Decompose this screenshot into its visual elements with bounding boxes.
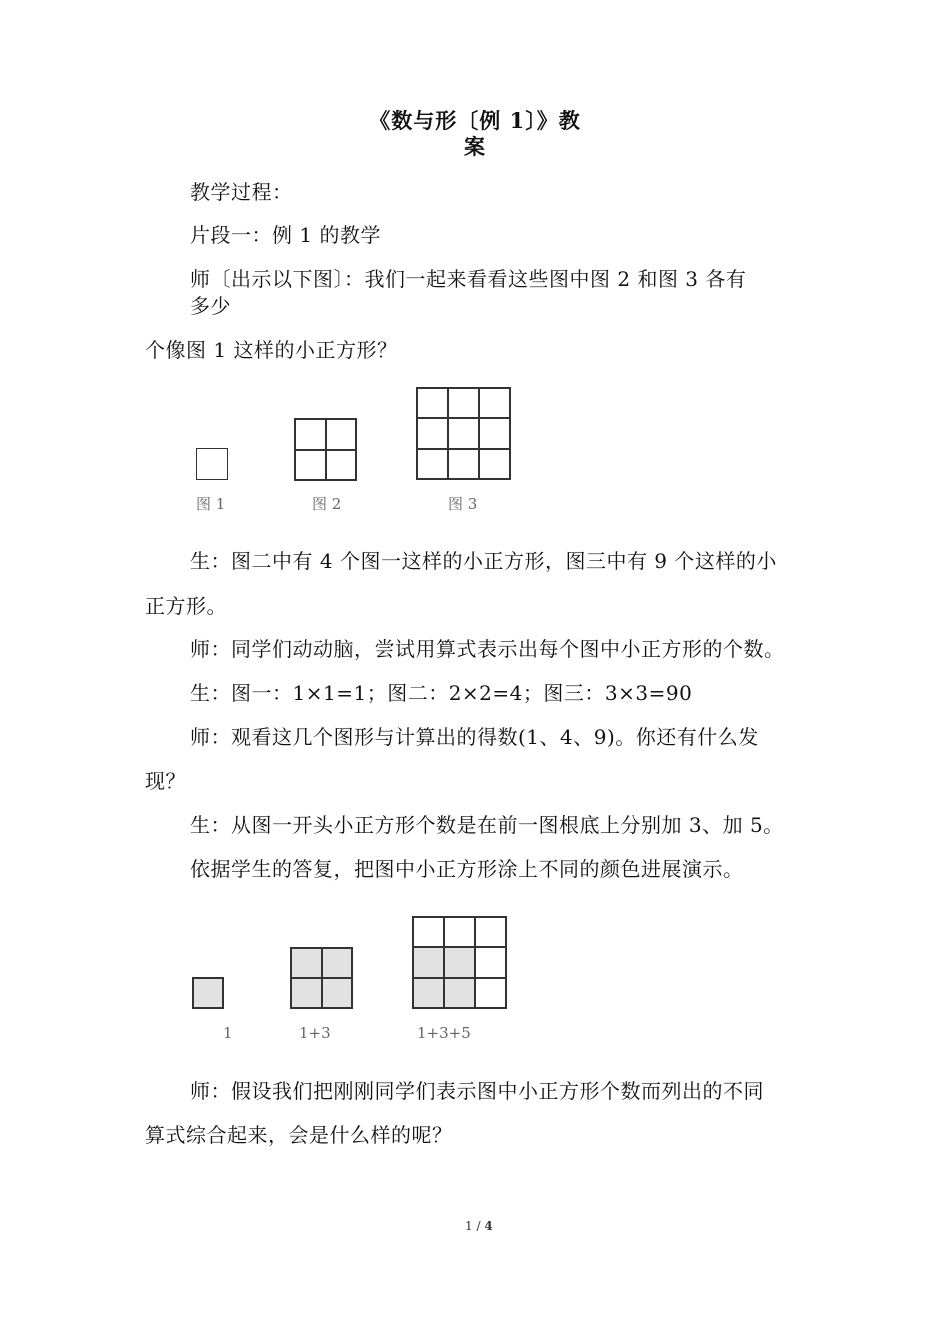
paragraph-process: 教学过程：: [190, 180, 293, 204]
page-number: [465, 1219, 493, 1233]
paragraph-student-1a: 生：图二中有 4 个图一这样的小正方形，图三中有 9 个这样的小: [190, 549, 777, 573]
caption-sum-2: 1+3: [299, 1024, 331, 1042]
paragraph-segment: 片段一：例 1 的教学: [190, 223, 381, 247]
caption-sum-1: 1: [223, 1024, 233, 1042]
square-2x2: [294, 418, 357, 481]
caption-fig3: 图 3: [448, 495, 478, 513]
paragraph-teacher-1a: 师〔出示以下图〕：我们一起来看看这些图中图 2 和图 3 各有: [190, 267, 747, 291]
paragraph-student-3: 生：从图一开头小正方形个数是在前一图根底上分别加 3、加 5。: [190, 813, 784, 837]
paragraph-demo: 依据学生的答复，把图中小正方形涂上不同的颜色进展演示。: [190, 857, 744, 881]
paragraph-teacher-2: 师：同学们动动脑，尝试用算式表示出每个图中小正方形的个数。: [190, 637, 785, 661]
shaded-square-1x1: [192, 977, 224, 1009]
shaded-square-2x2: [290, 947, 353, 1009]
paragraph-student-1b: 正方形。: [145, 594, 227, 618]
square-1x1: [196, 448, 228, 480]
shaded-square-3x3: [412, 916, 507, 1009]
paragraph-teacher-3a: 师：观看这几个图形与计算出的得数(1、4、9)。你还有什么发: [190, 725, 759, 749]
caption-sum-3: 1+3+5: [417, 1024, 471, 1042]
page-total: 4: [484, 1219, 493, 1233]
square-3x3: [416, 387, 511, 480]
paragraph-teacher-3b: 现？: [145, 769, 186, 793]
paragraph-student-2: 生：图一：1×1=1；图二：2×2=4；图三：3×3=90: [190, 681, 693, 705]
paragraph-teacher-4a: 师：假设我们把刚刚同学们表示图中小正方形个数而列出的不同: [190, 1079, 764, 1103]
page-current: 1: [465, 1219, 473, 1233]
doc-title-line2: 案: [464, 134, 486, 159]
caption-fig1: 图 1: [196, 495, 226, 513]
page-separator: /: [472, 1219, 485, 1233]
doc-title-line1: 《数与形〔例 1〕》教: [369, 108, 581, 133]
paragraph-teacher-1c: 个像图 1 这样的小正方形？: [145, 338, 398, 362]
paragraph-teacher-4b: 算式综合起来，会是什么样的呢？: [145, 1123, 453, 1147]
paragraph-teacher-1b: 多少: [190, 294, 231, 318]
caption-fig2: 图 2: [312, 495, 342, 513]
